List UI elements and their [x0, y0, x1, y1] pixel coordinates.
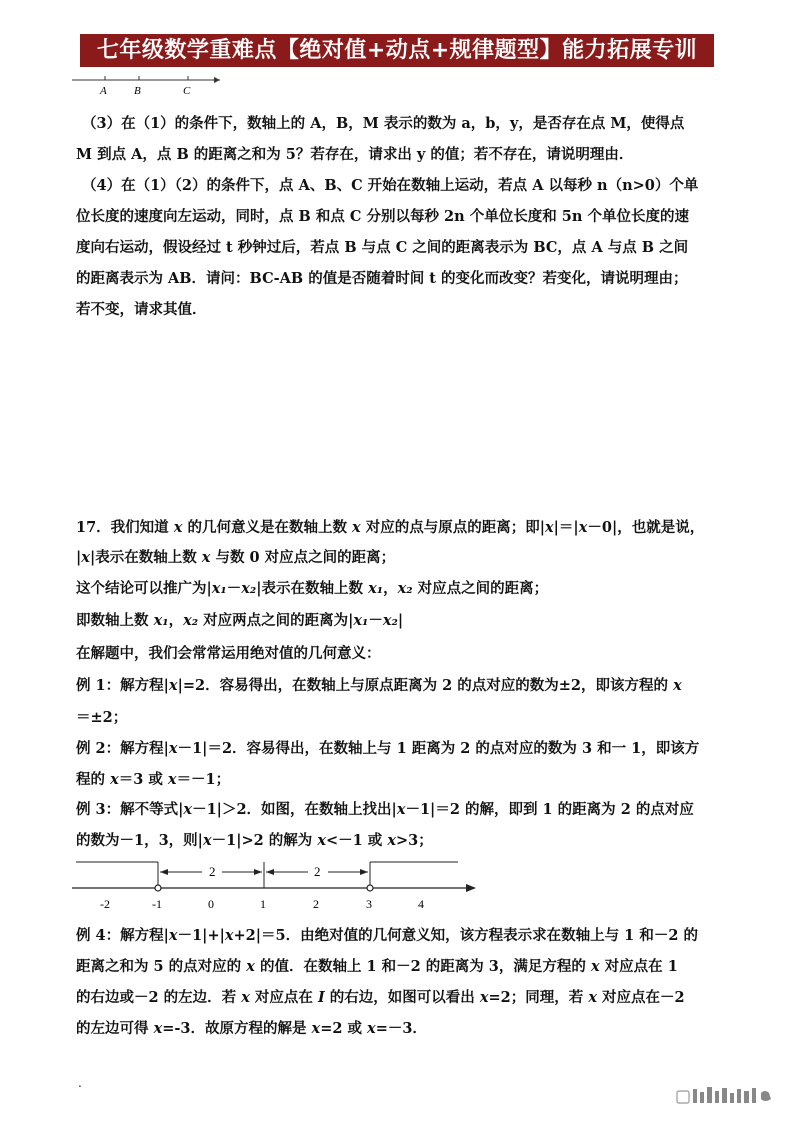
- q17-line-1: 17．我们知道 x 的几何意义是在数轴上数 x 对应的点与原点的距离；即|x|＝|x－0|，也就是说，: [76, 519, 705, 536]
- example-4-line-1: 例 4：解方程|x－1|+|x+2|＝5．由绝对值的几何意义知，该方程表示求在数轴上与 1 和－2 的: [76, 927, 698, 944]
- tick-label-1: 1: [260, 897, 266, 911]
- tick-label-a: A: [100, 85, 107, 97]
- example-1-line-2: ＝±2；: [76, 709, 128, 726]
- q4-line-4: 的距离表示为 AB．请问：BC-AB 的值是否随着时间 t 的变化而改变？若变化，请说明理由；: [76, 270, 688, 287]
- q4-line-1: （4）在（1）（2）的条件下，点 A、B、C 开始在数轴上运动，若点 A 以每秒 n（n>0）个单: [82, 177, 699, 194]
- tick-label-0: 0: [208, 897, 214, 911]
- example-2-line-1: 例 2：解方程|x－1|＝2．容易得出，在数轴上与 1 距离为 2 的点对应的数为 3 和一 1，即该方: [76, 740, 700, 757]
- q17-line-2: |x|表示在数轴上数 x 与数 0 对应点之间的距离；: [76, 549, 396, 566]
- q4-line-3: 度向右运动，假设经过 t 秒钟过后，若点 B 与点 C 之间的距离表示为 BC，点 A 与点 B 之间: [76, 239, 689, 256]
- q17-line-5: 在解题中，我们会常常运用绝对值的几何意义：: [76, 645, 381, 662]
- tick-label-c: C: [183, 85, 191, 97]
- example-4-line-3: 的右边或－2 的左边．若 x 对应点在 I 的右边，如图可以看出 x=2；同理，若 x 对应点在－2: [76, 989, 685, 1006]
- q3-line-1: （3）在（1）的条件下，数轴上的 A，B，M 表示的数为 a，b，y，是否存在点 M，使得点: [82, 115, 685, 132]
- number-line-figure: [72, 850, 482, 912]
- tick-label-3: 3: [366, 897, 372, 911]
- gap-label-left: 2: [209, 864, 216, 879]
- tick-label-neg2: -2: [100, 897, 110, 911]
- example-1-line-1: 例 1：解方程|x|=2．容易得出，在数轴上与原点距离为 2 的点对应的数为±2，即该方程的 x: [76, 677, 682, 694]
- example-3-line-1: 例 3：解不等式|x－1|＞2．如图，在数轴上找出|x－1|＝2 的解，即到 1 的距离为 2 的点对应: [76, 801, 694, 818]
- example-2-line-2: 程的 x＝3 或 x＝－1；: [76, 771, 231, 788]
- top-number-line-figure: [72, 72, 222, 100]
- page-banner-title: 七年级数学重难点【绝对值+动点+规律题型】能力拓展专训: [80, 34, 714, 67]
- q17-line-4: 即数轴上数 x₁，x₂ 对应两点之间的距离为|x₁－x₂|: [76, 612, 404, 629]
- q17-line-3: 这个结论可以推广为|x₁－x₂|表示在数轴上数 x₁，x₂ 对应点之间的距离；: [76, 580, 549, 597]
- watermark-logo: [675, 1085, 775, 1107]
- footer-dot: .: [78, 1076, 82, 1090]
- gap-label-right: 2: [314, 864, 321, 879]
- q4-line-5: 若不变，请求其值．: [76, 301, 207, 318]
- tick-label-2: 2: [313, 897, 319, 911]
- tick-label-neg1: -1: [152, 897, 162, 911]
- tick-label-4: 4: [418, 897, 424, 911]
- q4-line-2: 位长度的速度向左运动，同时，点 B 和点 C 分别以每秒 2n 个单位长度和 5n 个单位长度的速: [76, 208, 689, 225]
- example-3-line-2: 的数为－1，3，则|x－1|>2 的解为 x<－1 或 x>3；: [76, 832, 433, 849]
- example-4-line-2: 距离之和为 5 的点对应的 x 的值．在数轴上 1 和－2 的距离为 3，满足方程的 x 对应点在 1: [76, 958, 678, 975]
- example-4-line-4: 的左边可得 x=-3．故原方程的解是 x=2 或 x=－3．: [76, 1020, 427, 1037]
- q3-line-2: M 到点 A，点 B 的距离之和为 5？若存在，请求出 y 的值；若不存在，请说明理由．: [76, 146, 634, 163]
- tick-label-b: B: [134, 85, 141, 97]
